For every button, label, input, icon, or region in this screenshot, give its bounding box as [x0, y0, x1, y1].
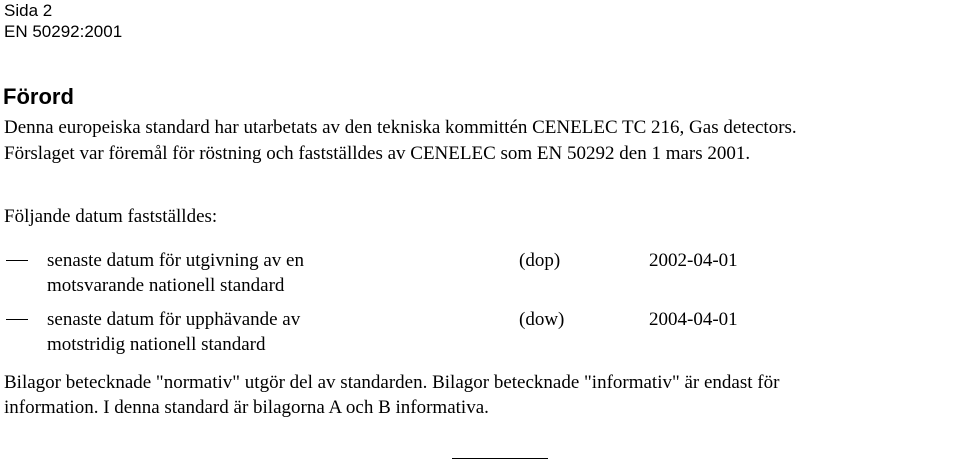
list-item-text: senaste datum för upphävande av: [47, 309, 301, 330]
list-item-text: motsvarande nationell standard: [47, 275, 285, 296]
page-number: Sida 2: [4, 1, 53, 20]
date-code: (dop): [519, 250, 561, 271]
paragraph-line: Förslaget var föremål för röstning och fastställdes av CENELEC som EN 50292 den 1 mars 2001.: [4, 143, 751, 164]
list-item-text: motstridig nationell standard: [47, 334, 266, 355]
paragraph-line: Denna europeiska standard har utarbetats av den tekniska kommittén CENELEC TC 216, Gas detectors.: [4, 117, 797, 138]
list-item-text: senaste datum för utgivning av en: [47, 250, 304, 271]
date-code: (dow): [519, 309, 565, 330]
section-title: Förord: [3, 84, 74, 109]
dash-bullet: [6, 260, 28, 261]
paragraph-line: information. I denna standard är bilagorna A och B informativa.: [4, 397, 489, 418]
date-value: 2002-04-01: [649, 250, 738, 271]
dates-intro: Följande datum fastställdes:: [4, 206, 218, 227]
end-rule: [452, 458, 548, 459]
paragraph-line: Bilagor betecknade "normativ" utgör del av standarden. Bilagor betecknade "informativ" är endast för: [4, 372, 780, 393]
standard-id: EN 50292:2001: [4, 22, 123, 41]
dash-bullet: [6, 319, 28, 320]
date-value: 2004-04-01: [649, 309, 738, 330]
